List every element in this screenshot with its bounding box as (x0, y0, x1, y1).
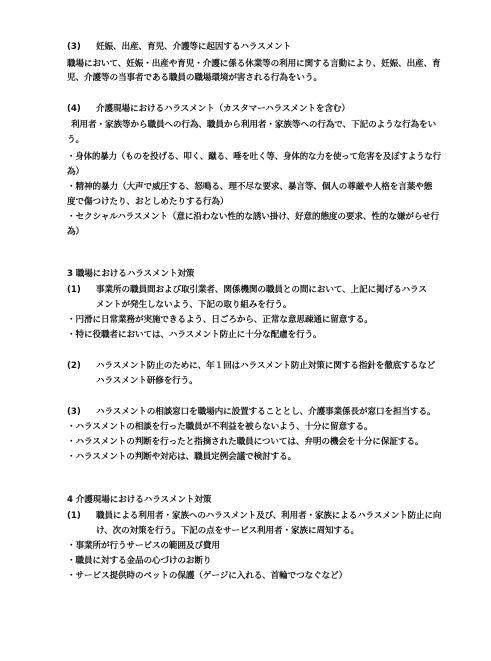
bullet-line: ・ハラスメントの判断を行ったと指摘された職員については、弁明の機会を十分に保証する。 (67, 437, 424, 447)
paragraph-line: ハラスメント研修を行う。 (96, 376, 198, 386)
paragraph-line: う。 (67, 135, 84, 145)
section-heading: 4 介護現場におけるハラスメント対策 (67, 495, 212, 505)
paragraph-line: ハラスメント防止のために、年１回はハラスメント防止対策に関する指針を徹底するなど (96, 361, 436, 371)
item-title: 介護現場におけるハラスメント（カスタマーハラスメントを含む） (96, 104, 350, 114)
bullet-line: ・ハラスメントの相談を行った職員が不利益を被らないよう、十分に留意する。 (67, 422, 373, 432)
paragraph-line: メントが発生しないよう、下記の取り組みを行う。 (96, 300, 292, 310)
bullet-line: ・サービス提供時のペットの保護（ゲージに入れる、首輪でつなぐなど） (67, 571, 348, 581)
section-heading: 3 職場におけるハラスメント対策 (67, 269, 195, 279)
bullet-line: ・ハラスメントの判断や対応は、職員定例会議で検討する。 (67, 452, 297, 462)
item-title: 妊娠、出産、育児、介護等に起因するハラスメント (96, 42, 292, 52)
item-number: (3) (67, 407, 81, 417)
item-number: (4) (67, 104, 81, 114)
bullet-line: ・事業所が行うサービスの範囲及び費用 (67, 541, 220, 551)
bullet-line: ・身体的暴力（ものを投げる、叩く、蹴る、唾を吐く等、身体的な力を使って危害を及ぼすような行 (67, 152, 442, 162)
paragraph-line: 事業所の職員間および取引業者、関係機関の職員との間において、上記に掲げるハラス (96, 285, 427, 295)
bullet-line: 度で傷つけたり、おとしめたりする行為） (67, 197, 229, 207)
paragraph-line: 職員による利用者・家族へのハラスメント及び、利用者・家族によるハラスメント防止に向 (96, 511, 442, 521)
item-number: (1) (67, 511, 81, 521)
item-number: (1) (67, 285, 81, 295)
bullet-line: 為） (67, 167, 84, 177)
bullet-line: ・精神的暴力（大声で威圧する、怒鳴る、理不尽な要求、暴言等、個人の尊厳や人格を言葉や態 (67, 182, 433, 192)
item-number: (3) (67, 42, 81, 52)
paragraph-line: 利用者・家族等から職員への行為、職員から利用者・家族等への行為で、下記のような行為をい (71, 120, 437, 130)
bullet-line: 為） (67, 227, 84, 237)
bullet-line: ・職員に対する金品の心づけのお断り (67, 556, 212, 566)
item-number: (2) (67, 361, 81, 371)
paragraph-line: 児、介護等の当事者である職員の職場環境が害される行為をいう。 (67, 73, 322, 83)
bullet-line: ・特に役職者においては、ハラスメント防止に十分な配慮を行う。 (67, 330, 322, 340)
paragraph-line: ハラスメントの相談窓口を職場内に設置することとし、介護事業係長が窓口を担当する。 (96, 407, 436, 417)
bullet-line: ・円滑に日常業務が実施できるよう、日ごろから、正常な意思疎通に留意する。 (67, 315, 373, 325)
bullet-line: ・セクシャルハラスメント（意に沿わない性的な誘い掛け、好意的態度の要求、性的な嫌がらせ行 (67, 212, 440, 222)
paragraph-line: け、次の対策を行う。下記の点をサービス利用者・家族に周知する。 (96, 526, 359, 536)
paragraph-line: 職場において、妊娠・出産や育児・介護に係る休業等の利用に関する言動により、妊娠、出産、育 (67, 59, 441, 69)
